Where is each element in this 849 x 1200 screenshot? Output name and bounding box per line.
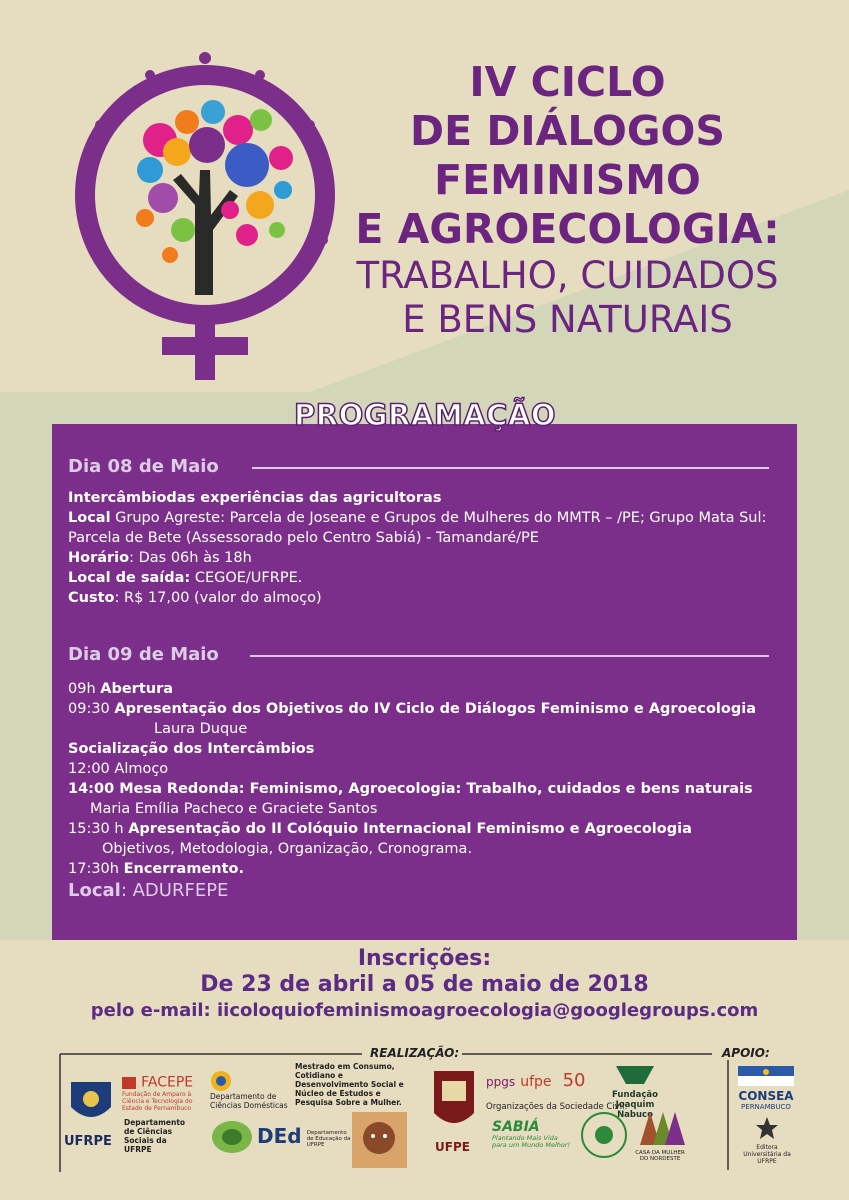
day-2-divider — [250, 655, 769, 657]
ppgs-fifty: 50 — [562, 1070, 586, 1091]
ufrpe-label: UFRPE — [64, 1134, 112, 1149]
item-5-speakers: Maria Emília Pacheco e Graciete Santos — [90, 801, 378, 817]
ded-subtitle: Departamento de Educação da UFRPE — [306, 1129, 351, 1148]
day-2-heading: Dia 09 de Maio — [68, 644, 219, 665]
realizacao-label: REALIZAÇÃO: — [370, 1046, 460, 1060]
editora-star-icon — [755, 1116, 779, 1140]
ded-logo — [257, 1124, 351, 1148]
ufrpe-logo — [62, 1072, 120, 1132]
day-1-saida-label: Local de saída: — [68, 570, 191, 586]
casa-mulher-icon — [635, 1110, 685, 1146]
inscricoes-heading: Inscrições: — [357, 946, 492, 971]
org-civil-label: Organizações da Sociedade Civil: — [486, 1102, 628, 1112]
casa-mulher-label: CASA DA MULHER DO NORDESTE — [635, 1150, 685, 1162]
day-2-details — [68, 679, 787, 902]
ppgs-label: ppgs — [486, 1075, 516, 1089]
sponsors-footer — [52, 1046, 796, 1172]
artwork-face-icon — [352, 1112, 407, 1168]
inscricoes-dates: De 23 de abril a 05 de maio de 2018 — [200, 972, 649, 997]
item-2-text: Apresentação dos Objetivos do IV Ciclo de Diálogos Feminismo e Agroecologia — [114, 701, 756, 717]
title-line-3: FEMINISMO — [434, 156, 701, 204]
item-7-time: 17:30h — [68, 861, 124, 877]
day-1-heading: Dia 08 de Maio — [68, 456, 219, 477]
day-1-local-label: Local — [68, 510, 111, 526]
day-1-horario-text: : Das 06h às 18h — [129, 550, 252, 566]
sabia-subtitle: Plantando Mais Vida para um Mundo Melhor! — [492, 1134, 571, 1149]
consea-label: CONSEA — [738, 1089, 794, 1103]
item-5-text: 14:00 Mesa Redonda: Feminismo, Agroecologia: Trabalho, cuidados e bens naturais — [68, 781, 753, 797]
day-1-custo-label: Custo — [68, 590, 115, 606]
sabia-logo — [492, 1116, 572, 1149]
title-line-1: IV CICLO — [469, 58, 666, 106]
day-2-local-text: : ADURFEPE — [120, 880, 229, 901]
day-1-local-text: Grupo Agreste: Parcela de Joseane e Grupos de Mulheres do MMTR – /PE; Grupo Mata Sul: Parcela de Bete (Assessorado pelo Centro Sabiá) - Tamandaré/PE — [68, 510, 767, 546]
dcd-label: Departamento de Ciências Domésticas — [210, 1092, 288, 1110]
title-line-2: DE DIÁLOGOS — [410, 107, 725, 155]
ppgs-logo — [486, 1070, 586, 1091]
title-line-5: TRABALHO, CUIDADOS — [356, 254, 779, 297]
event-title — [300, 58, 835, 342]
consea-subtitle: PERNAMBUCO — [741, 1103, 791, 1111]
day-1-divider — [252, 467, 769, 469]
programacao-heading: PROGRAMAÇÃO — [294, 398, 556, 432]
dcd-icon — [210, 1070, 232, 1092]
facepe-subtitle: Fundação de Amparo à Ciência e Tecnologia do Estado de Pernambuco — [122, 1091, 193, 1112]
ppgs-ufpe-label: ufpe — [520, 1074, 552, 1090]
editora-logo — [742, 1116, 792, 1165]
day-1-details — [68, 488, 787, 608]
item-6-time: 15:30 h — [68, 821, 129, 837]
apoio-label: APOIO: — [722, 1046, 770, 1060]
title-line-4: E AGROECOLOGIA: — [355, 205, 780, 253]
sabia-label: SABIÁ — [492, 1119, 540, 1135]
fundaj-label: Fundação Joaquim Nabuco — [612, 1090, 658, 1120]
ufpe-logo — [430, 1066, 478, 1136]
ufpe-crest-icon — [432, 1069, 476, 1133]
item-3-text: Socialização dos Intercâmbios — [68, 741, 315, 757]
day-1-activity: Intercâmbiodas experiências das agricultoras — [68, 490, 442, 506]
dcs-label: Departamento de Ciências Sociais da UFRPE — [124, 1118, 186, 1154]
facepe-logo — [122, 1072, 202, 1112]
title-line-6: E BENS NATURAIS — [402, 298, 733, 341]
item-1-time: 09h — [68, 681, 101, 697]
nucleo-leaf-icon — [210, 1118, 254, 1156]
movimento-mulheres-icon — [579, 1110, 629, 1160]
item-1-text: Abertura — [100, 681, 174, 697]
day-1-horario-label: Horário — [68, 550, 130, 566]
facepe-label: FACEPE — [141, 1074, 194, 1091]
ded-label: DEd — [257, 1124, 302, 1148]
facepe-icon — [122, 1077, 136, 1089]
item-2-time: 09:30 — [68, 701, 115, 717]
day-2-local-label: Local — [68, 880, 121, 901]
fundaj-icon — [614, 1064, 656, 1086]
program-panel — [52, 424, 797, 940]
day-1-custo-text: : R$ 17,00 (valor do almoço) — [114, 590, 322, 606]
ufpe-label: UFPE — [435, 1140, 470, 1154]
item-2-speaker: Laura Duque — [154, 721, 248, 737]
dcd-logo — [210, 1070, 288, 1110]
day-1-saida-text: CEGOE/UFRPE. — [190, 570, 303, 586]
casa-mulher-logo — [632, 1110, 688, 1162]
editora-label: Editora Universitária da UFRPE — [743, 1144, 791, 1165]
item-6-topics: Objetivos, Metodologia, Organização, Cronograma. — [102, 841, 473, 857]
ufrpe-crest-icon — [66, 1077, 116, 1127]
pernambuco-flag-icon — [738, 1066, 794, 1086]
mestrado-label: Mestrado em Consumo, Cotidiano e Desenvolvimento Social e Núcleo de Estudos e Pesquisa Sobre a Mulher. — [295, 1062, 404, 1107]
item-4-text: 12:00 Almoço — [68, 761, 169, 777]
consea-logo — [736, 1066, 796, 1111]
inscricoes-email[interactable]: pelo e-mail: iicoloquiofeminismoagroecologia@googlegroups.com — [90, 1000, 759, 1021]
item-6-text: Apresentação do II Colóquio Internacional Feminismo e Agroecologia — [128, 821, 692, 837]
item-7-text: Encerramento. — [123, 861, 245, 877]
